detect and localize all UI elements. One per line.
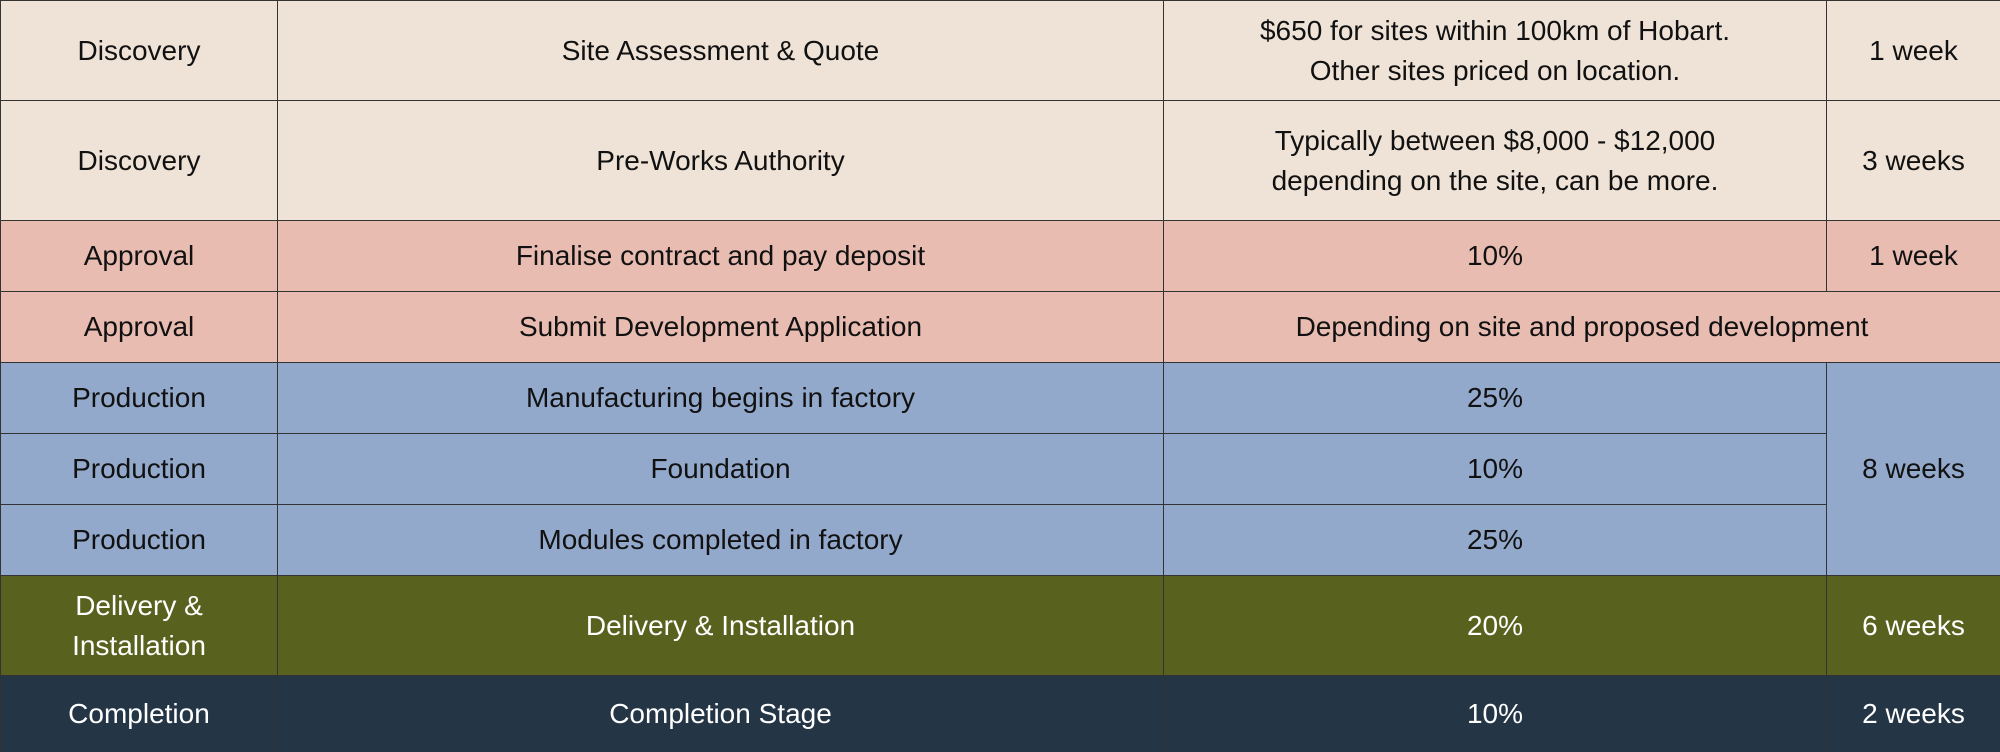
cost-cell: 10% <box>1164 676 1827 752</box>
step-cell: Pre-Works Authority <box>278 101 1164 221</box>
cost-cell: Typically between $8,000 - $12,000 depending on the site, can be more. <box>1164 101 1827 221</box>
cost-cell: 10% <box>1164 434 1827 505</box>
step-cell: Site Assessment & Quote <box>278 1 1164 101</box>
stage-cell: Production <box>1 363 278 434</box>
duration-cell: 8 weeks <box>1827 363 2000 576</box>
table-row <box>1 101 2000 221</box>
duration-cell: 6 weeks <box>1827 576 2000 676</box>
duration-cell: 1 week <box>1827 1 2000 101</box>
table-row <box>1 434 2000 505</box>
stage-cell: Production <box>1 505 278 576</box>
step-cell: Delivery & Installation <box>278 576 1164 676</box>
step-cell: Manufacturing begins in factory <box>278 363 1164 434</box>
duration-cell: 3 weeks <box>1827 101 2000 221</box>
stage-cell: Discovery <box>1 101 278 221</box>
step-cell: Modules completed in factory <box>278 505 1164 576</box>
cost-duration-merged-cell: Depending on site and proposed development <box>1164 292 2000 363</box>
cost-cell: 25% <box>1164 363 1827 434</box>
stage-cell: Delivery & Installation <box>1 576 278 676</box>
duration-cell: 2 weeks <box>1827 676 2000 752</box>
step-cell: Finalise contract and pay deposit <box>278 221 1164 292</box>
duration-cell: 1 week <box>1827 221 2000 292</box>
cost-cell: 10% <box>1164 221 1827 292</box>
stage-cell: Approval <box>1 292 278 363</box>
stage-cell: Approval <box>1 221 278 292</box>
table-row <box>1 1 2000 101</box>
stage-cell: Production <box>1 434 278 505</box>
table-row <box>1 576 2000 676</box>
cost-cell: 20% <box>1164 576 1827 676</box>
step-cell: Foundation <box>278 434 1164 505</box>
stage-cell: Discovery <box>1 1 278 101</box>
cost-cell: 25% <box>1164 505 1827 576</box>
step-cell: Completion Stage <box>278 676 1164 752</box>
cost-cell: $650 for sites within 100km of Hobart. Other sites priced on location. <box>1164 1 1827 101</box>
step-cell: Submit Development Application <box>278 292 1164 363</box>
table-row <box>1 676 2000 752</box>
table-row <box>1 221 2000 292</box>
table-row <box>1 363 2000 434</box>
table-row <box>1 505 2000 576</box>
stage-cell: Completion <box>1 676 278 752</box>
table-row <box>1 292 2000 363</box>
